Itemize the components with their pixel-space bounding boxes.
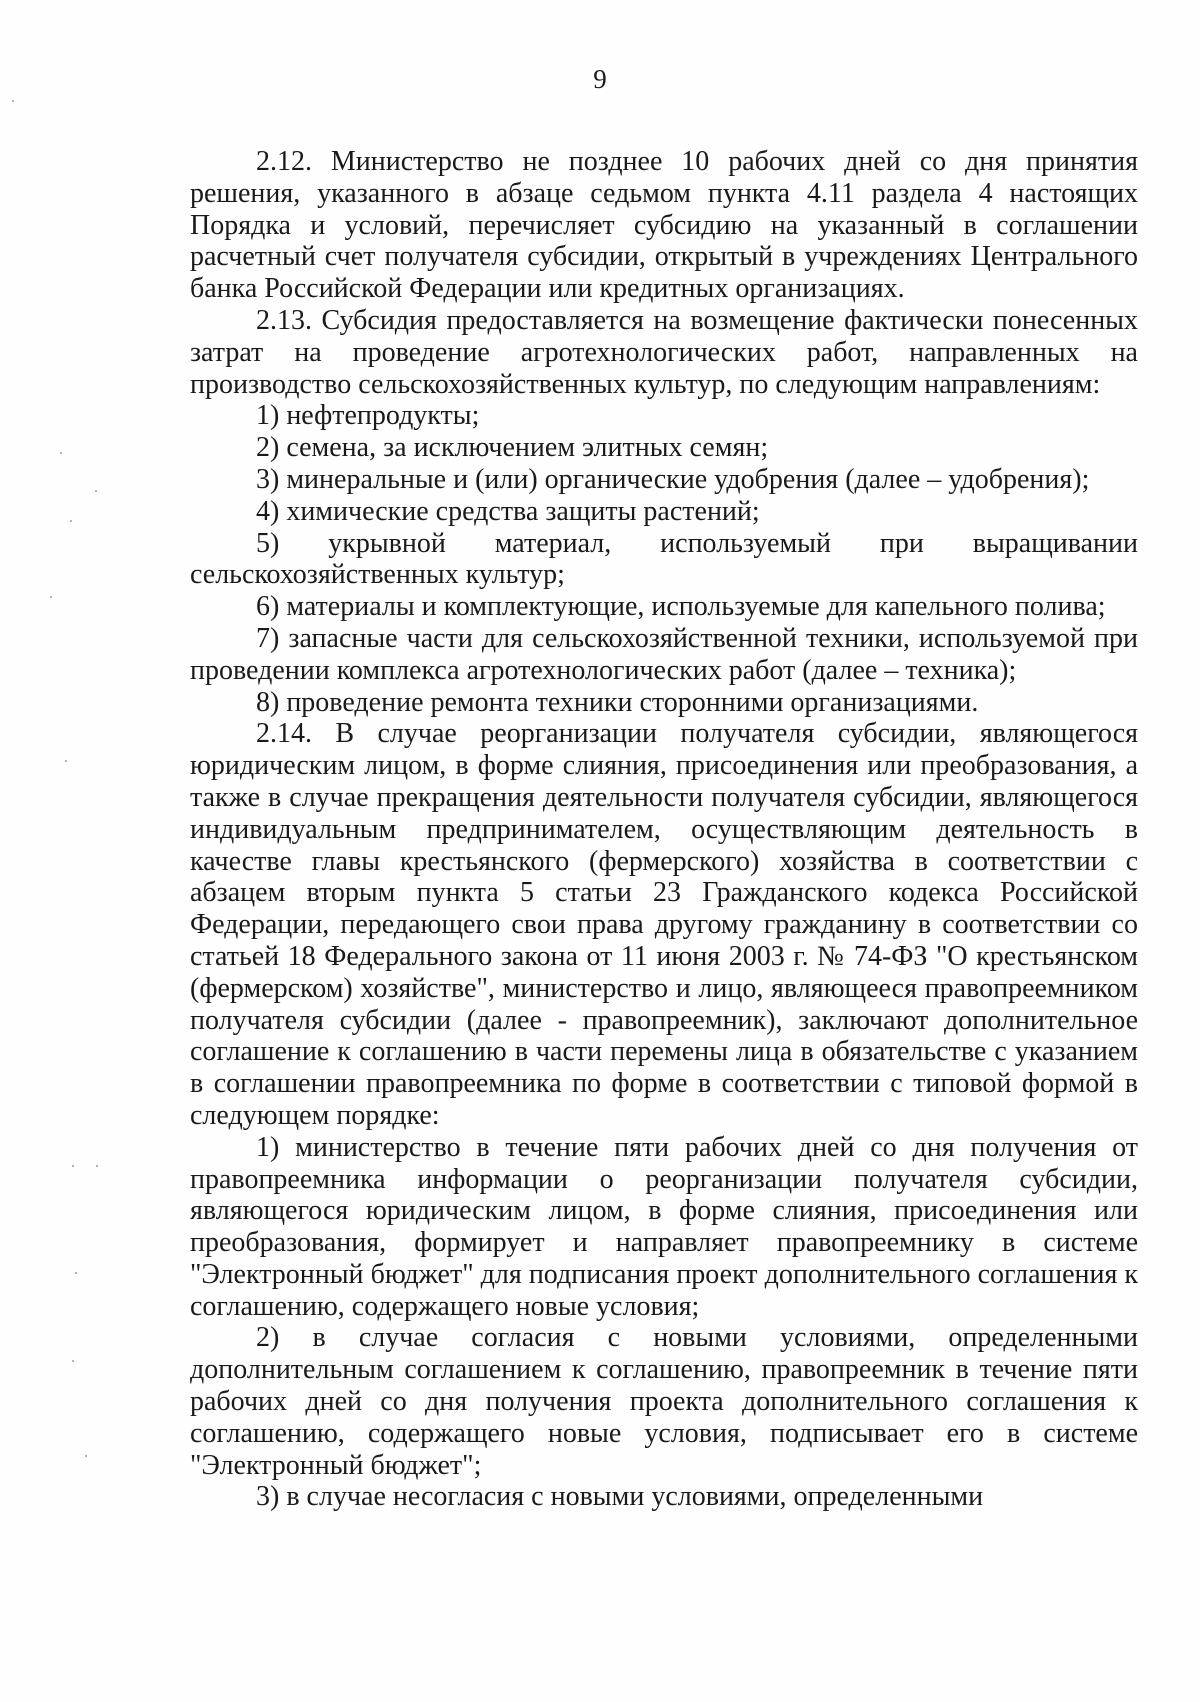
scan-speck — [60, 452, 62, 454]
scan-speck — [96, 1165, 98, 1167]
paragraph: 5) укрывной материал, используемый при выращивании сельскохозяйственных культур; — [190, 527, 1138, 591]
paragraph: 1) нефтепродукты; — [256, 400, 480, 432]
page-number: 9 — [593, 64, 607, 94]
scan-margin-marks — [0, 0, 120, 1702]
paragraph: 2.12. Министерство не позднее 10 рабочих дней со дня принятия решения, указанного в абзаце седьмом пункта 4.11 раздела 4 настоящих Порядка и условий, перечисляет субсидию на указанный в соглашении расчетный счет получателя субсидии, открытый в учреждениях Центрального банка Российской Федерации или кредитных организациях. — [190, 146, 1138, 305]
scan-speck — [65, 760, 67, 762]
paragraph: 3) минеральные и (или) органические удобрения (далее – удобрения); — [256, 463, 1090, 495]
paragraph: 2.14. В случае реорганизации получателя субсидии, являющегося юридическим лицом, в форме слияния, присоединения или преобразования, а также в случае прекращения деятельности получателя субсидии, являющегося индивидуальным предпринимателем, осуществляющим деятельность в качестве главы крестьянского (фермерского) хозяйства в соответствии с абзацем вторым пункта 5 статьи 23 Гражданского кодекса Российской Федерации, передающего свои права другому гражданину в соответствии со статьей 18 Федерального закона от 11 июня 2003 г. № 74-ФЗ "О крестьянском (фермерском) хозяйстве", министерство и лицо, являющееся правопреемником получателя субсидии (далее - правопреемник), заключают дополнительное соглашение к соглашению в части перемены лица в обязательстве с указанием в соглашении правопреемника по форме в соответствии с типовой формой в следующем порядке: — [190, 718, 1138, 1131]
paragraph: 7) запасные части для сельскохозяйственной техники, используемой при проведении комплекса агротехнологических работ (далее – техника); — [190, 622, 1138, 686]
document-body — [190, 146, 1138, 1513]
paragraph: 8) проведение ремонта техники сторонними организациями. — [256, 686, 979, 718]
scan-speck — [12, 100, 14, 102]
scan-speck — [95, 490, 97, 492]
paragraph: 6) материалы и комплектующие, используемые для капельного полива; — [256, 591, 1106, 623]
scan-speck — [72, 1165, 74, 1167]
paragraph: 2.13. Субсидия предоставляется на возмещение фактически понесенных затрат на проведение агротехнологических работ, направленных на производство сельскохозяйственных культур, по следующим направлениям: — [190, 304, 1138, 400]
scan-speck — [50, 596, 52, 598]
paragraph: 2) семена, за исключением элитных семян; — [256, 432, 769, 464]
paragraph: 4) химические средства защиты растений; — [256, 495, 760, 527]
scan-speck — [72, 1360, 74, 1362]
scan-speck — [70, 520, 72, 522]
paragraph: 2) в случае согласия с новыми условиями, определенными дополнительным соглашением к соглашению, правопреемник в течение пяти рабочих дней со дня получения проекта дополнительного соглашения к соглашению, содержащего новые условия, подписывает его в системе "Электронный бюджет"; — [190, 1322, 1138, 1481]
paragraph: 1) министерство в течение пяти рабочих дней со дня получения от правопреемника информации о реорганизации получателя субсидии, являющегося юридическим лицом, в форме слияния, присоединения или преобразования, формирует и направляет правопреемнику в системе "Электронный бюджет" для подписания проект дополнительного соглашения к соглашению, содержащего новые условия; — [190, 1131, 1138, 1322]
scan-speck — [85, 1455, 87, 1457]
paragraph: 3) в случае несогласия с новыми условиями, определенными — [256, 1481, 984, 1513]
scan-speck — [75, 1272, 77, 1274]
